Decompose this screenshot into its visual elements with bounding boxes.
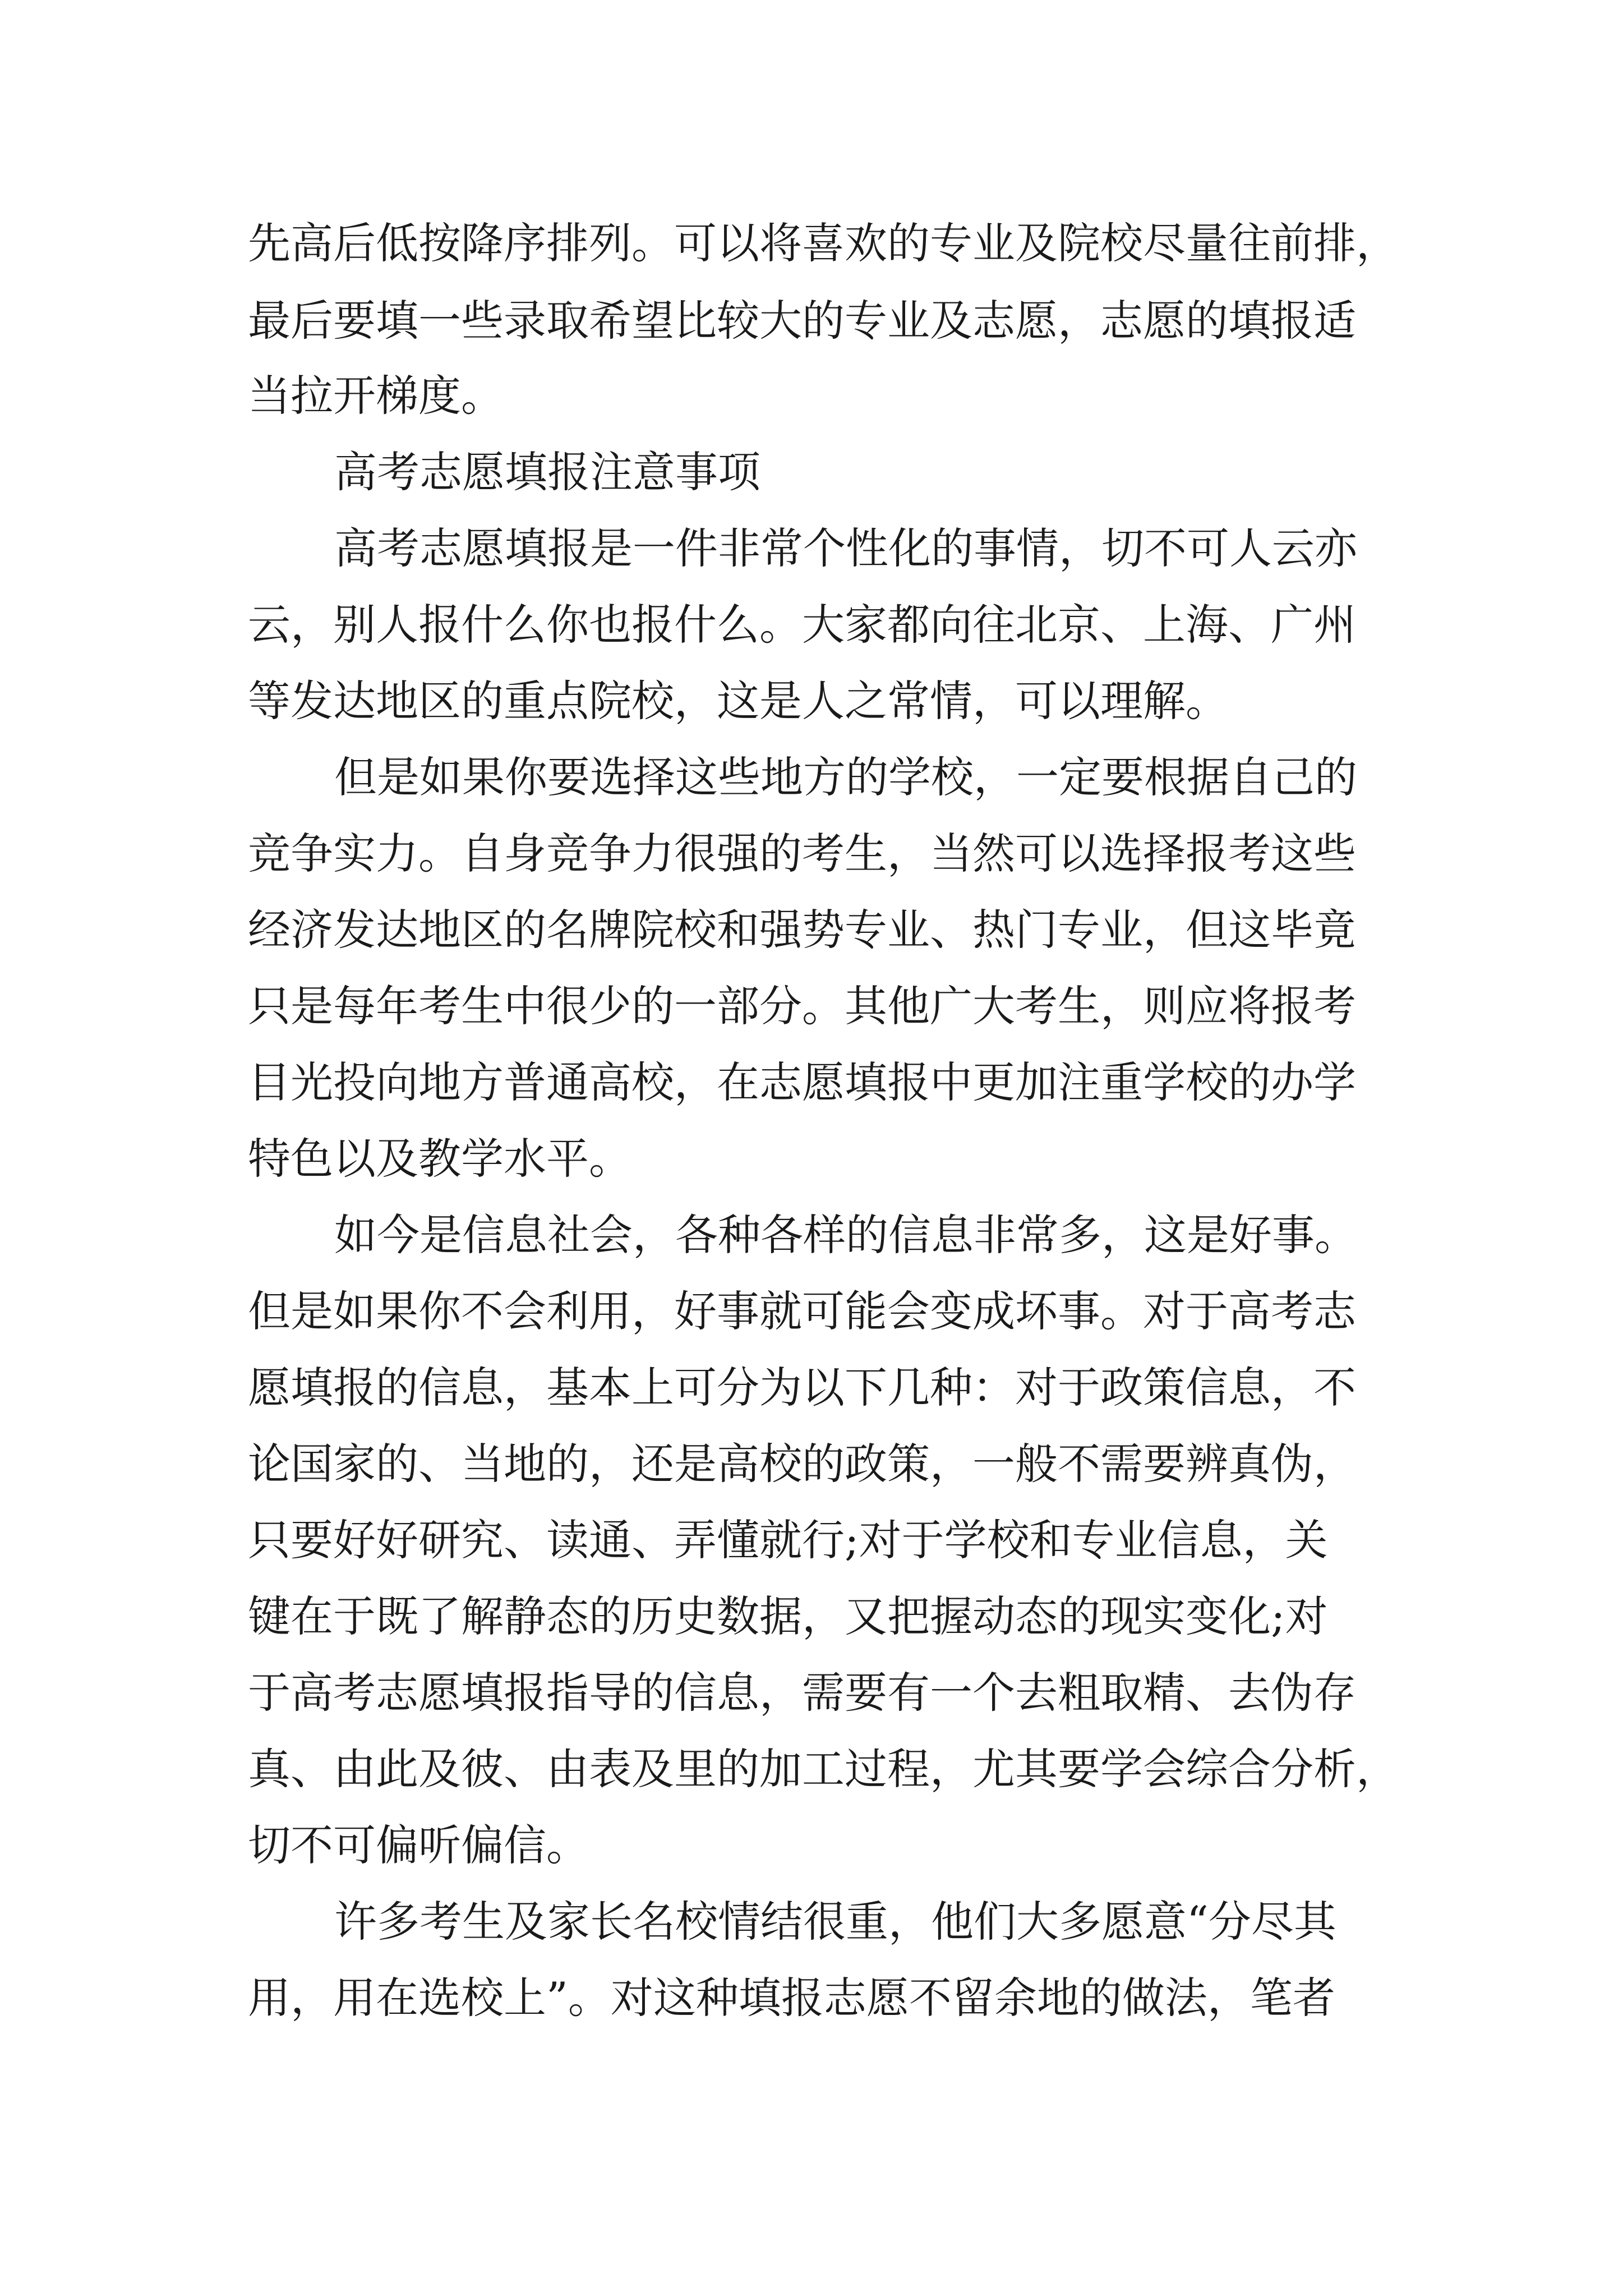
text-line-8: 但是如果你要选择这些地方的学校，一定要根据自己的	[334, 752, 1357, 802]
text-line-17: 论国家的、当地的，还是高校的政策，一般不需要辨真伪，	[248, 1439, 1356, 1489]
section-heading: 高考志愿填报注意事项	[334, 447, 760, 497]
text-line-9: 竞争实力。自身竞争力很强的考生，当然可以选择报考这些	[248, 829, 1356, 878]
text-line-12: 目光投向地方普通高校，在志愿填报中更加注重学校的办学	[248, 1057, 1356, 1107]
text-line-5: 高考志愿填报是一件非常个性化的事情，切不可人云亦	[334, 523, 1357, 573]
text-line-6: 云，别人报什么你也报什么。大家都向往北京、上海、广州	[248, 600, 1356, 650]
text-line-14: 如今是信息社会，各种各样的信息非常多，这是好事。	[334, 1210, 1357, 1260]
text-line-24: 用，用在选校上”。对这种填报志愿不留余地的做法，笔者	[248, 1973, 1335, 2023]
text-line-20: 于高考志愿填报指导的信息，需要有一个去粗取精、去伪存	[248, 1668, 1356, 1718]
text-line-11: 只是每年考生中很少的一部分。其他广大考生，则应将报考	[248, 981, 1356, 1031]
text-line-1: 先高后低按降序排列。可以将喜欢的专业及院校尽量往前排，	[248, 218, 1399, 268]
text-line-13: 特色以及教学水平。	[248, 1134, 631, 1184]
text-line-15: 但是如果你不会利用，好事就可能会变成坏事。对于高考志	[248, 1286, 1356, 1336]
text-line-2: 最后要填一些录取希望比较大的专业及志愿，志愿的填报适	[248, 296, 1356, 346]
text-line-16: 愿填报的信息，基本上可分为以下几种：对于政策信息，不	[248, 1363, 1356, 1412]
text-line-10: 经济发达地区的名牌院校和强势专业、热门专业，但这毕竟	[248, 905, 1356, 955]
text-line-23: 许多考生及家长名校情结很重，他们大多愿意“分尽其	[334, 1897, 1336, 1947]
text-line-3: 当拉开梯度。	[248, 371, 504, 421]
text-line-18: 只要好好研究、读通、弄懂就行;对于学校和专业信息，关	[248, 1515, 1328, 1565]
text-line-19: 键在于既了解静态的历史数据，又把握动态的现实变化;对	[248, 1591, 1328, 1641]
text-line-22: 切不可偏听偏信。	[248, 1820, 589, 1870]
text-line-7: 等发达地区的重点院校，这是人之常情，可以理解。	[248, 676, 1228, 726]
text-line-21: 真、由此及彼、由表及里的加工过程，尤其要学会综合分析，	[248, 1744, 1399, 1794]
